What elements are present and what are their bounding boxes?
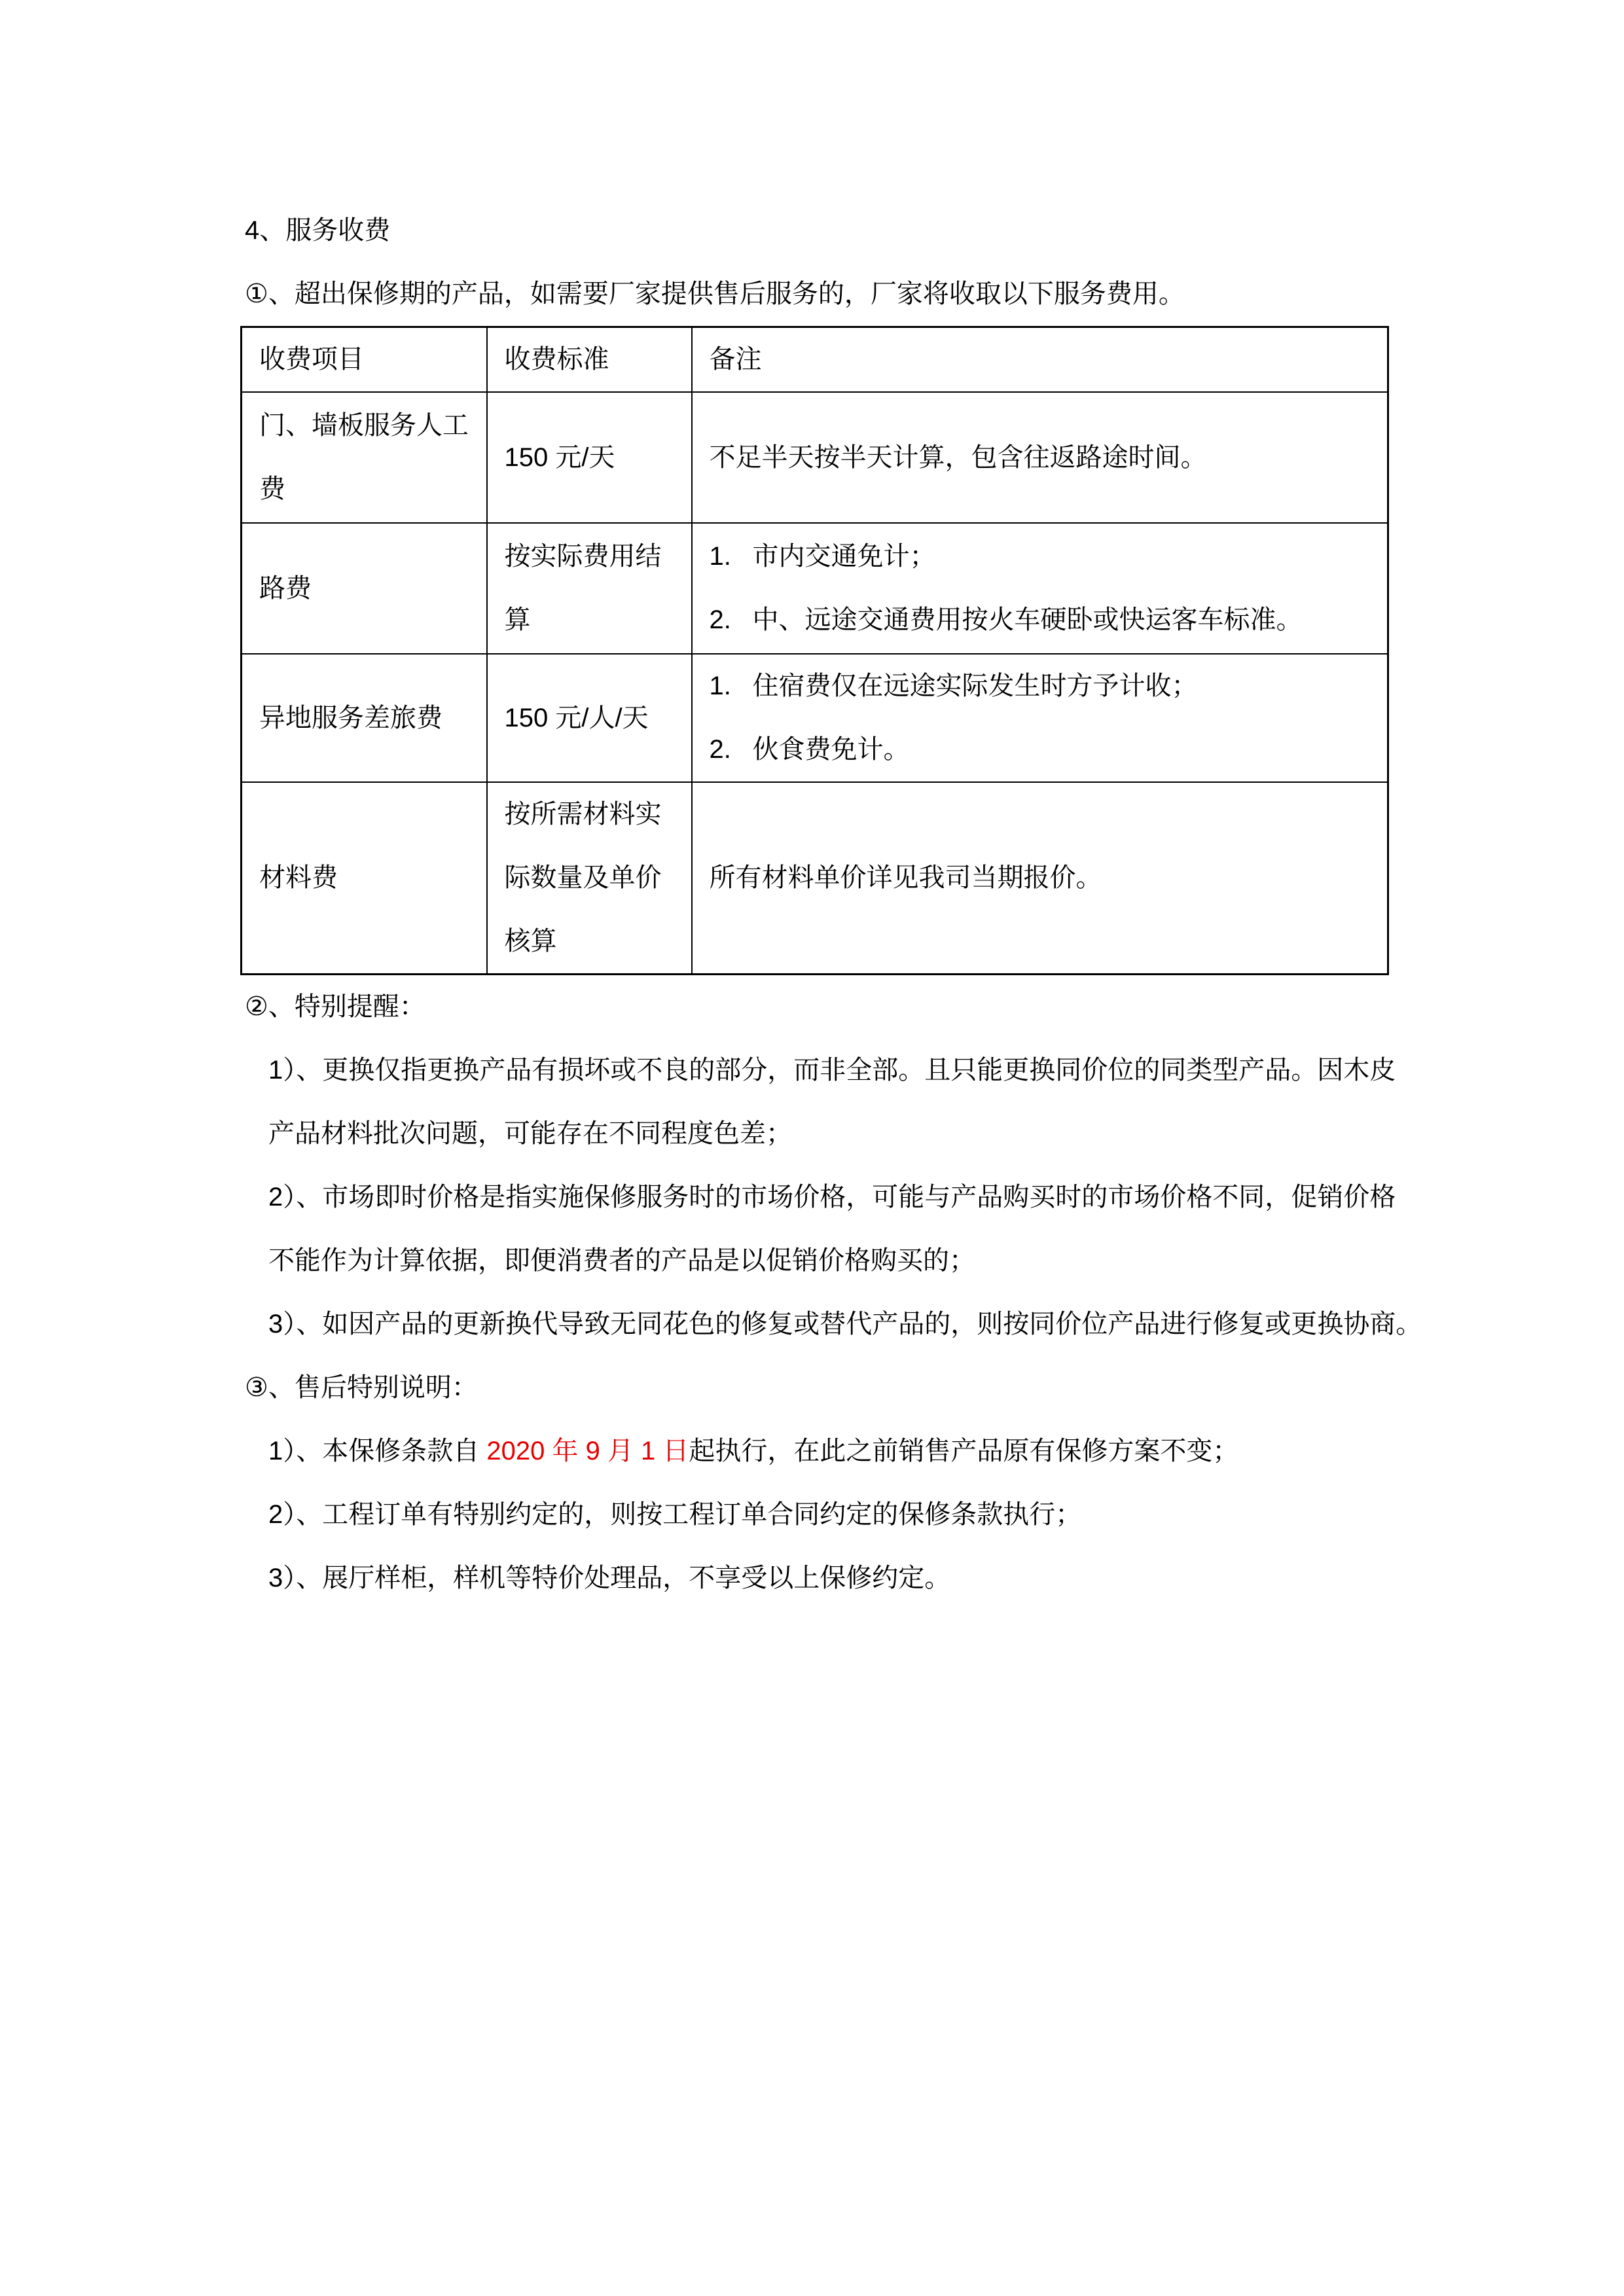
fee-table bbox=[240, 326, 1389, 975]
aftersale-item-line: 2）、工程订单有特别约定的，则按工程订单合同约定的保修条款执行； bbox=[268, 1500, 1082, 1529]
remark-number: 1. bbox=[709, 672, 731, 700]
fee-remark-text: 不足半天按半天计算，包含往返路途时间。 bbox=[709, 442, 1207, 472]
remark-number: 2. bbox=[709, 735, 731, 764]
fee-standard-value: 际数量及单价 bbox=[504, 863, 662, 892]
fee-standard-value: 算 bbox=[504, 605, 531, 634]
fee-remark-item bbox=[710, 718, 1382, 781]
intro-paragraph: ①、超出保修期的产品，如需要厂家提供售后服务的，厂家将收取以下服务费用。 bbox=[245, 279, 1185, 308]
fee-remark-item bbox=[710, 588, 1382, 652]
column-header-item: 收费项目 bbox=[259, 345, 364, 374]
aftersale-item-line-1 bbox=[268, 1420, 1624, 1483]
fee-remark-text: 市内交通免计； bbox=[752, 542, 936, 571]
section-heading-service-fees: 4、服务收费 bbox=[245, 216, 391, 245]
aftersale-item1-prefix: 1）、本保修条款自 bbox=[268, 1437, 487, 1465]
reminder-item-line: 产品材料批次问题，可能存在不同程度色差； bbox=[268, 1119, 792, 1148]
reminder-item-line: 1）、更换仅指更换产品有损坏或不良的部分，而非全部。且只能更换同价位的同类型产品。因木皮 bbox=[268, 1056, 1396, 1085]
remark-number: 2. bbox=[709, 605, 731, 634]
aftersale-item-line: 3）、展厅样柜，样机等特价处理品，不享受以上保修约定。 bbox=[268, 1564, 951, 1592]
fee-item-label: 门、墙板服务人工 bbox=[259, 411, 469, 440]
column-header-standard: 收费标准 bbox=[504, 345, 609, 374]
fee-item-label: 材料费 bbox=[259, 863, 338, 892]
fee-table-row-offsite bbox=[242, 654, 1388, 782]
fee-standard-value: 150 元/天 bbox=[504, 442, 615, 472]
fee-standard-value: 150 元/人/天 bbox=[504, 703, 649, 732]
reminder-item-line: 2）、市场即时价格是指实施保修服务时的市场价格，可能与产品购买时的市场价格不同，促销价格 bbox=[268, 1183, 1396, 1211]
section-heading-aftersale: ③、售后特别说明： bbox=[245, 1373, 478, 1402]
fee-remark-text: 伙食费免计。 bbox=[752, 735, 910, 764]
fee-remark-text: 所有材料单价详见我司当期报价。 bbox=[709, 863, 1102, 892]
fee-standard-value: 按实际费用结 bbox=[504, 542, 662, 571]
aftersale-item1-suffix: 起执行，在此之前销售产品原有保修方案不变； bbox=[689, 1437, 1239, 1465]
fee-table-row-travel bbox=[242, 523, 1388, 654]
fee-table-header-row bbox=[242, 327, 1388, 393]
fee-item-label: 路费 bbox=[259, 573, 312, 603]
fee-item-label: 费 bbox=[259, 475, 285, 503]
fee-item-label: 异地服务差旅费 bbox=[259, 703, 442, 732]
fee-standard-value: 核算 bbox=[504, 927, 557, 956]
fee-standard-value: 按所需材料实 bbox=[504, 800, 662, 829]
fee-remark-text: 中、远途交通费用按火车硬卧或快运客车标准。 bbox=[752, 605, 1303, 634]
fee-remark-item bbox=[710, 655, 1382, 718]
fee-remark-item bbox=[710, 525, 1382, 588]
section-heading-reminder: ②、特别提醒： bbox=[245, 992, 425, 1021]
remark-number: 1. bbox=[709, 542, 731, 571]
effective-date-highlight: 2020 年 9 月 1 日 bbox=[486, 1437, 689, 1465]
fee-table-row-material bbox=[242, 782, 1388, 975]
fee-remark-text: 住宿费仅在远途实际发生时方予计收； bbox=[752, 672, 1198, 700]
column-header-remark: 备注 bbox=[709, 345, 762, 374]
reminder-item-line: 不能作为计算依据，即便消费者的产品是以促销价格购买的； bbox=[268, 1246, 975, 1275]
reminder-item-line: 3）、如因产品的更新换代导致无同花色的修复或替代产品的，则按同价位产品进行修复或更换协商。 bbox=[268, 1310, 1422, 1338]
fee-table-row-labor bbox=[242, 392, 1388, 523]
